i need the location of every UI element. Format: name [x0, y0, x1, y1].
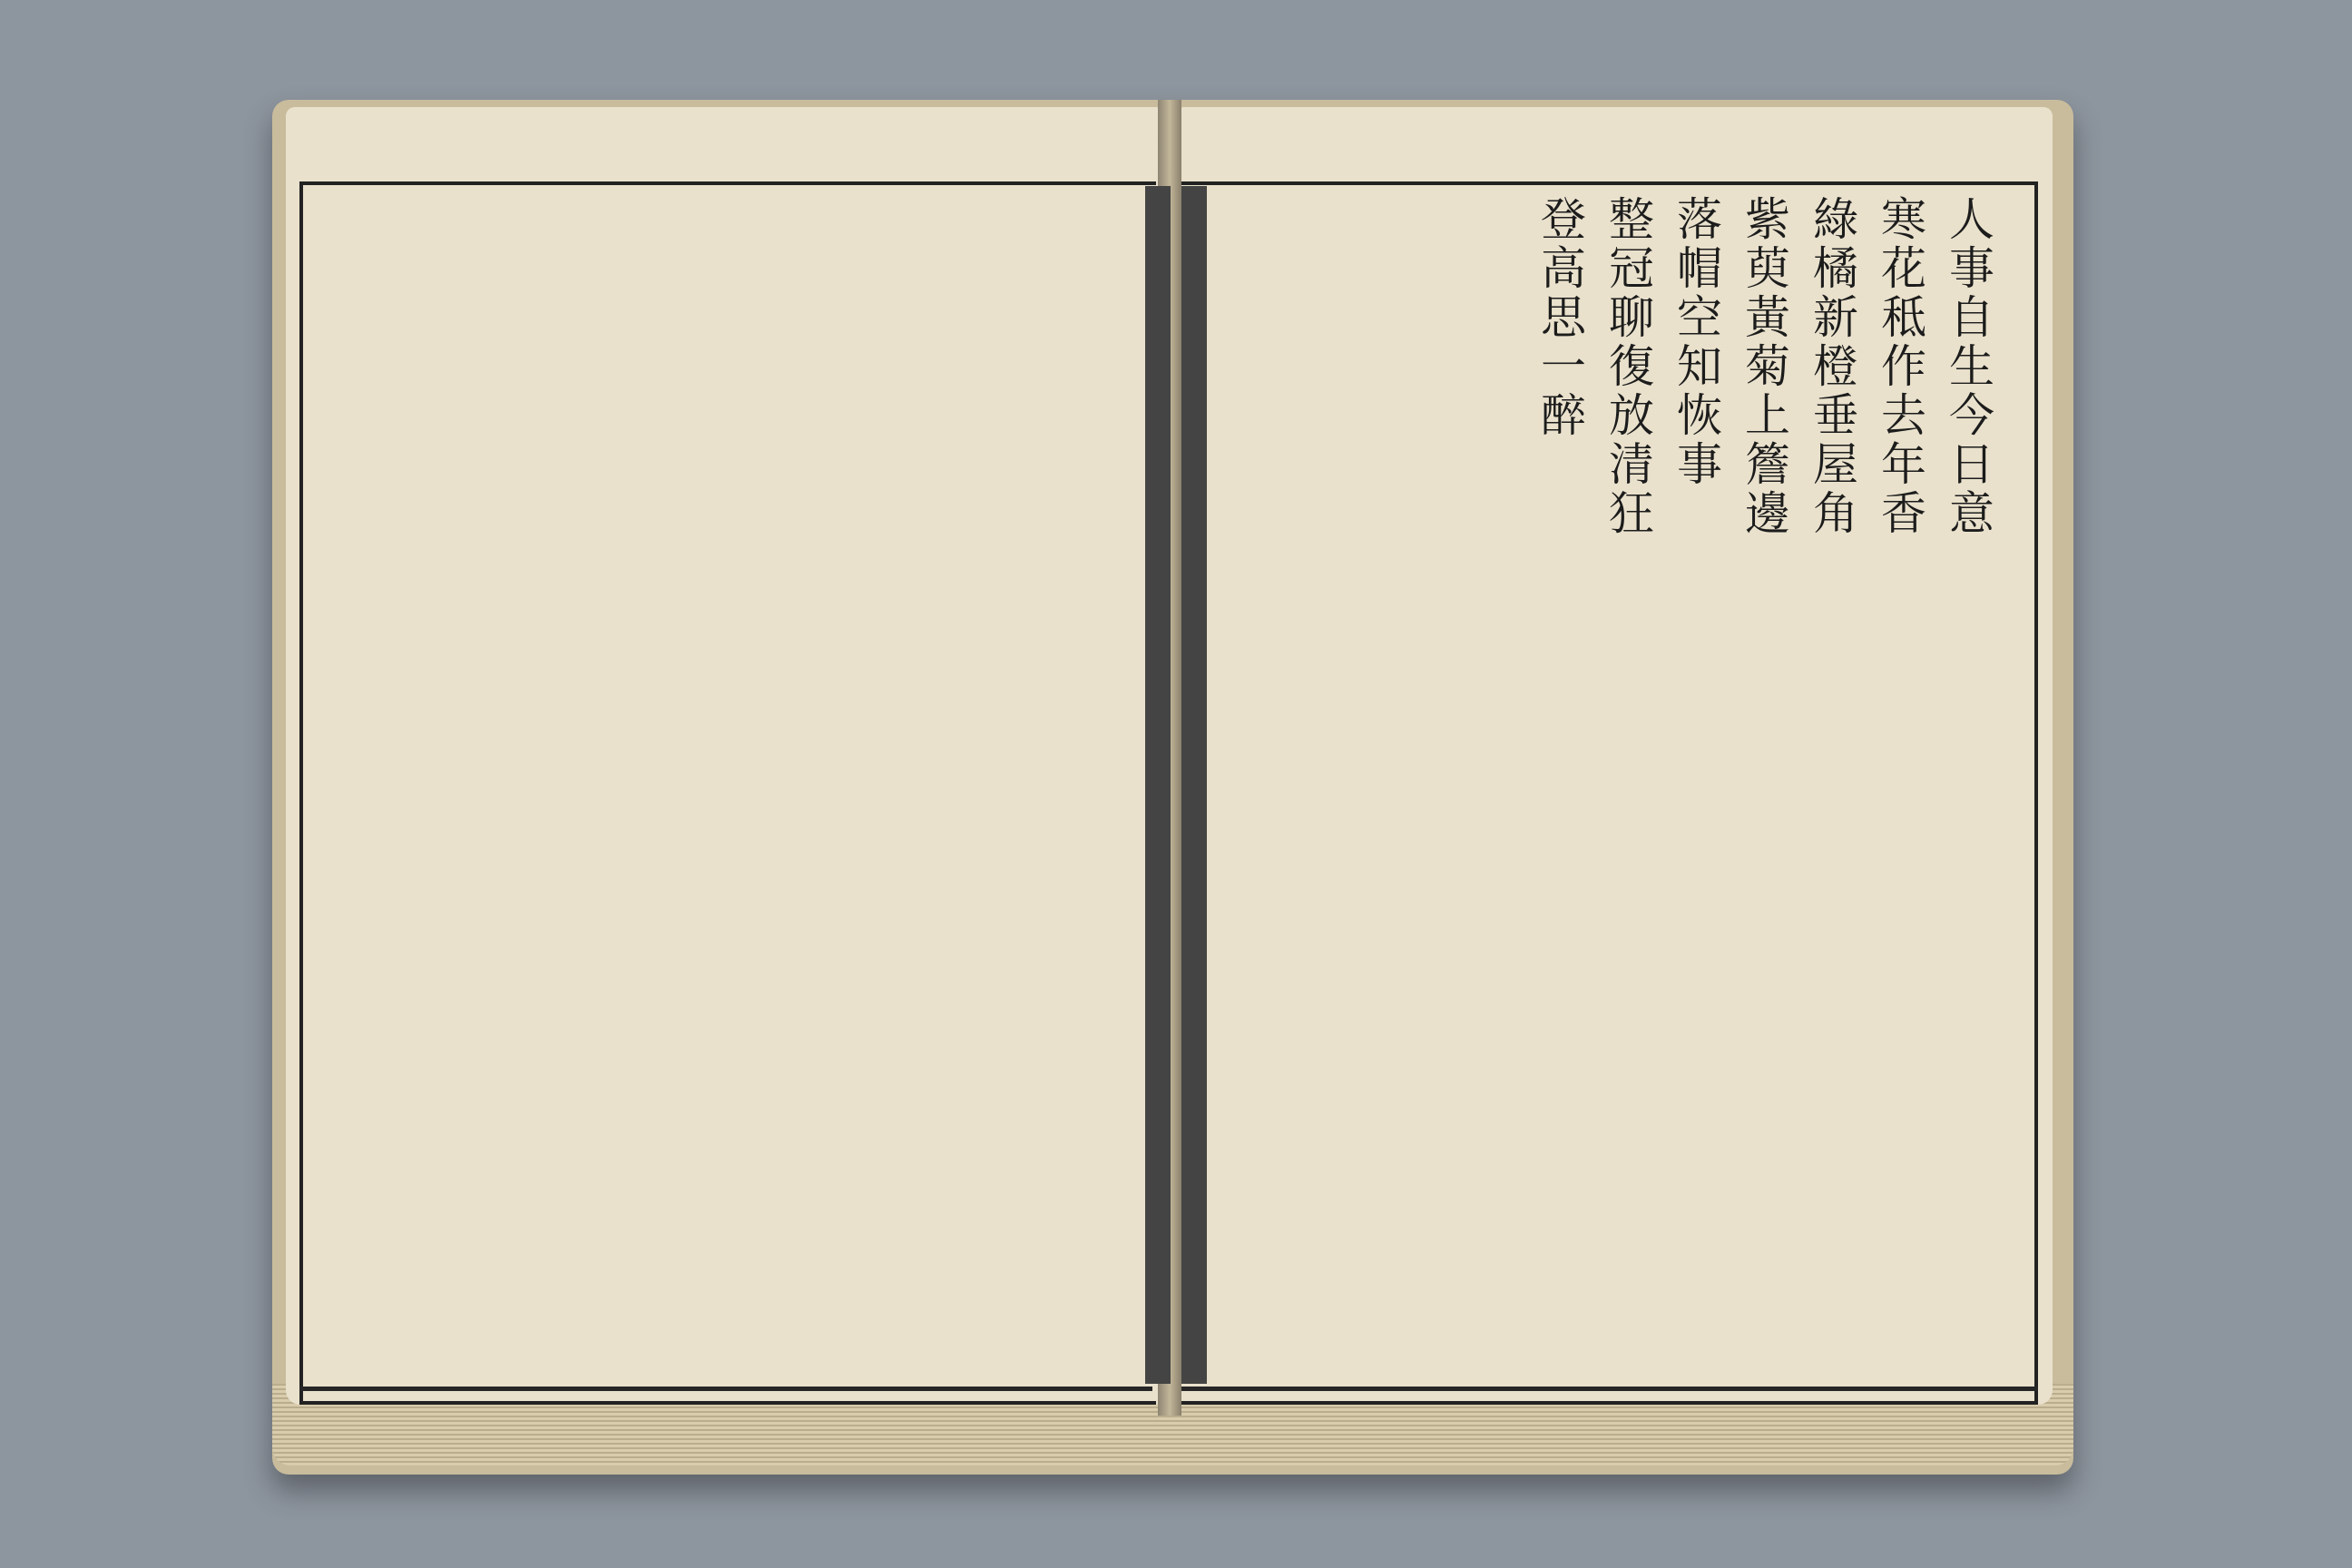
left-bottom-rule	[299, 1387, 1152, 1391]
right-col-4: 紫萸黃菊上簷邊	[1738, 195, 1790, 538]
right-bottom-rule	[1181, 1387, 2038, 1391]
right-margin-strip	[1181, 186, 1207, 1384]
left-page-frame	[299, 181, 1156, 1405]
right-col-3: 綠橘新橙垂屋角	[1806, 195, 1858, 538]
right-col-2: 寒花秪作去年香	[1874, 195, 1926, 538]
right-col-1: 人事自生今日意	[1942, 195, 1994, 538]
right-col-7: 登高思一醉	[1534, 195, 1586, 440]
right-col-6: 整冠聊復放清狂	[1602, 195, 1654, 538]
right-col-5: 落帽空知恢事	[1670, 195, 1722, 489]
left-margin-strip	[1145, 186, 1171, 1384]
